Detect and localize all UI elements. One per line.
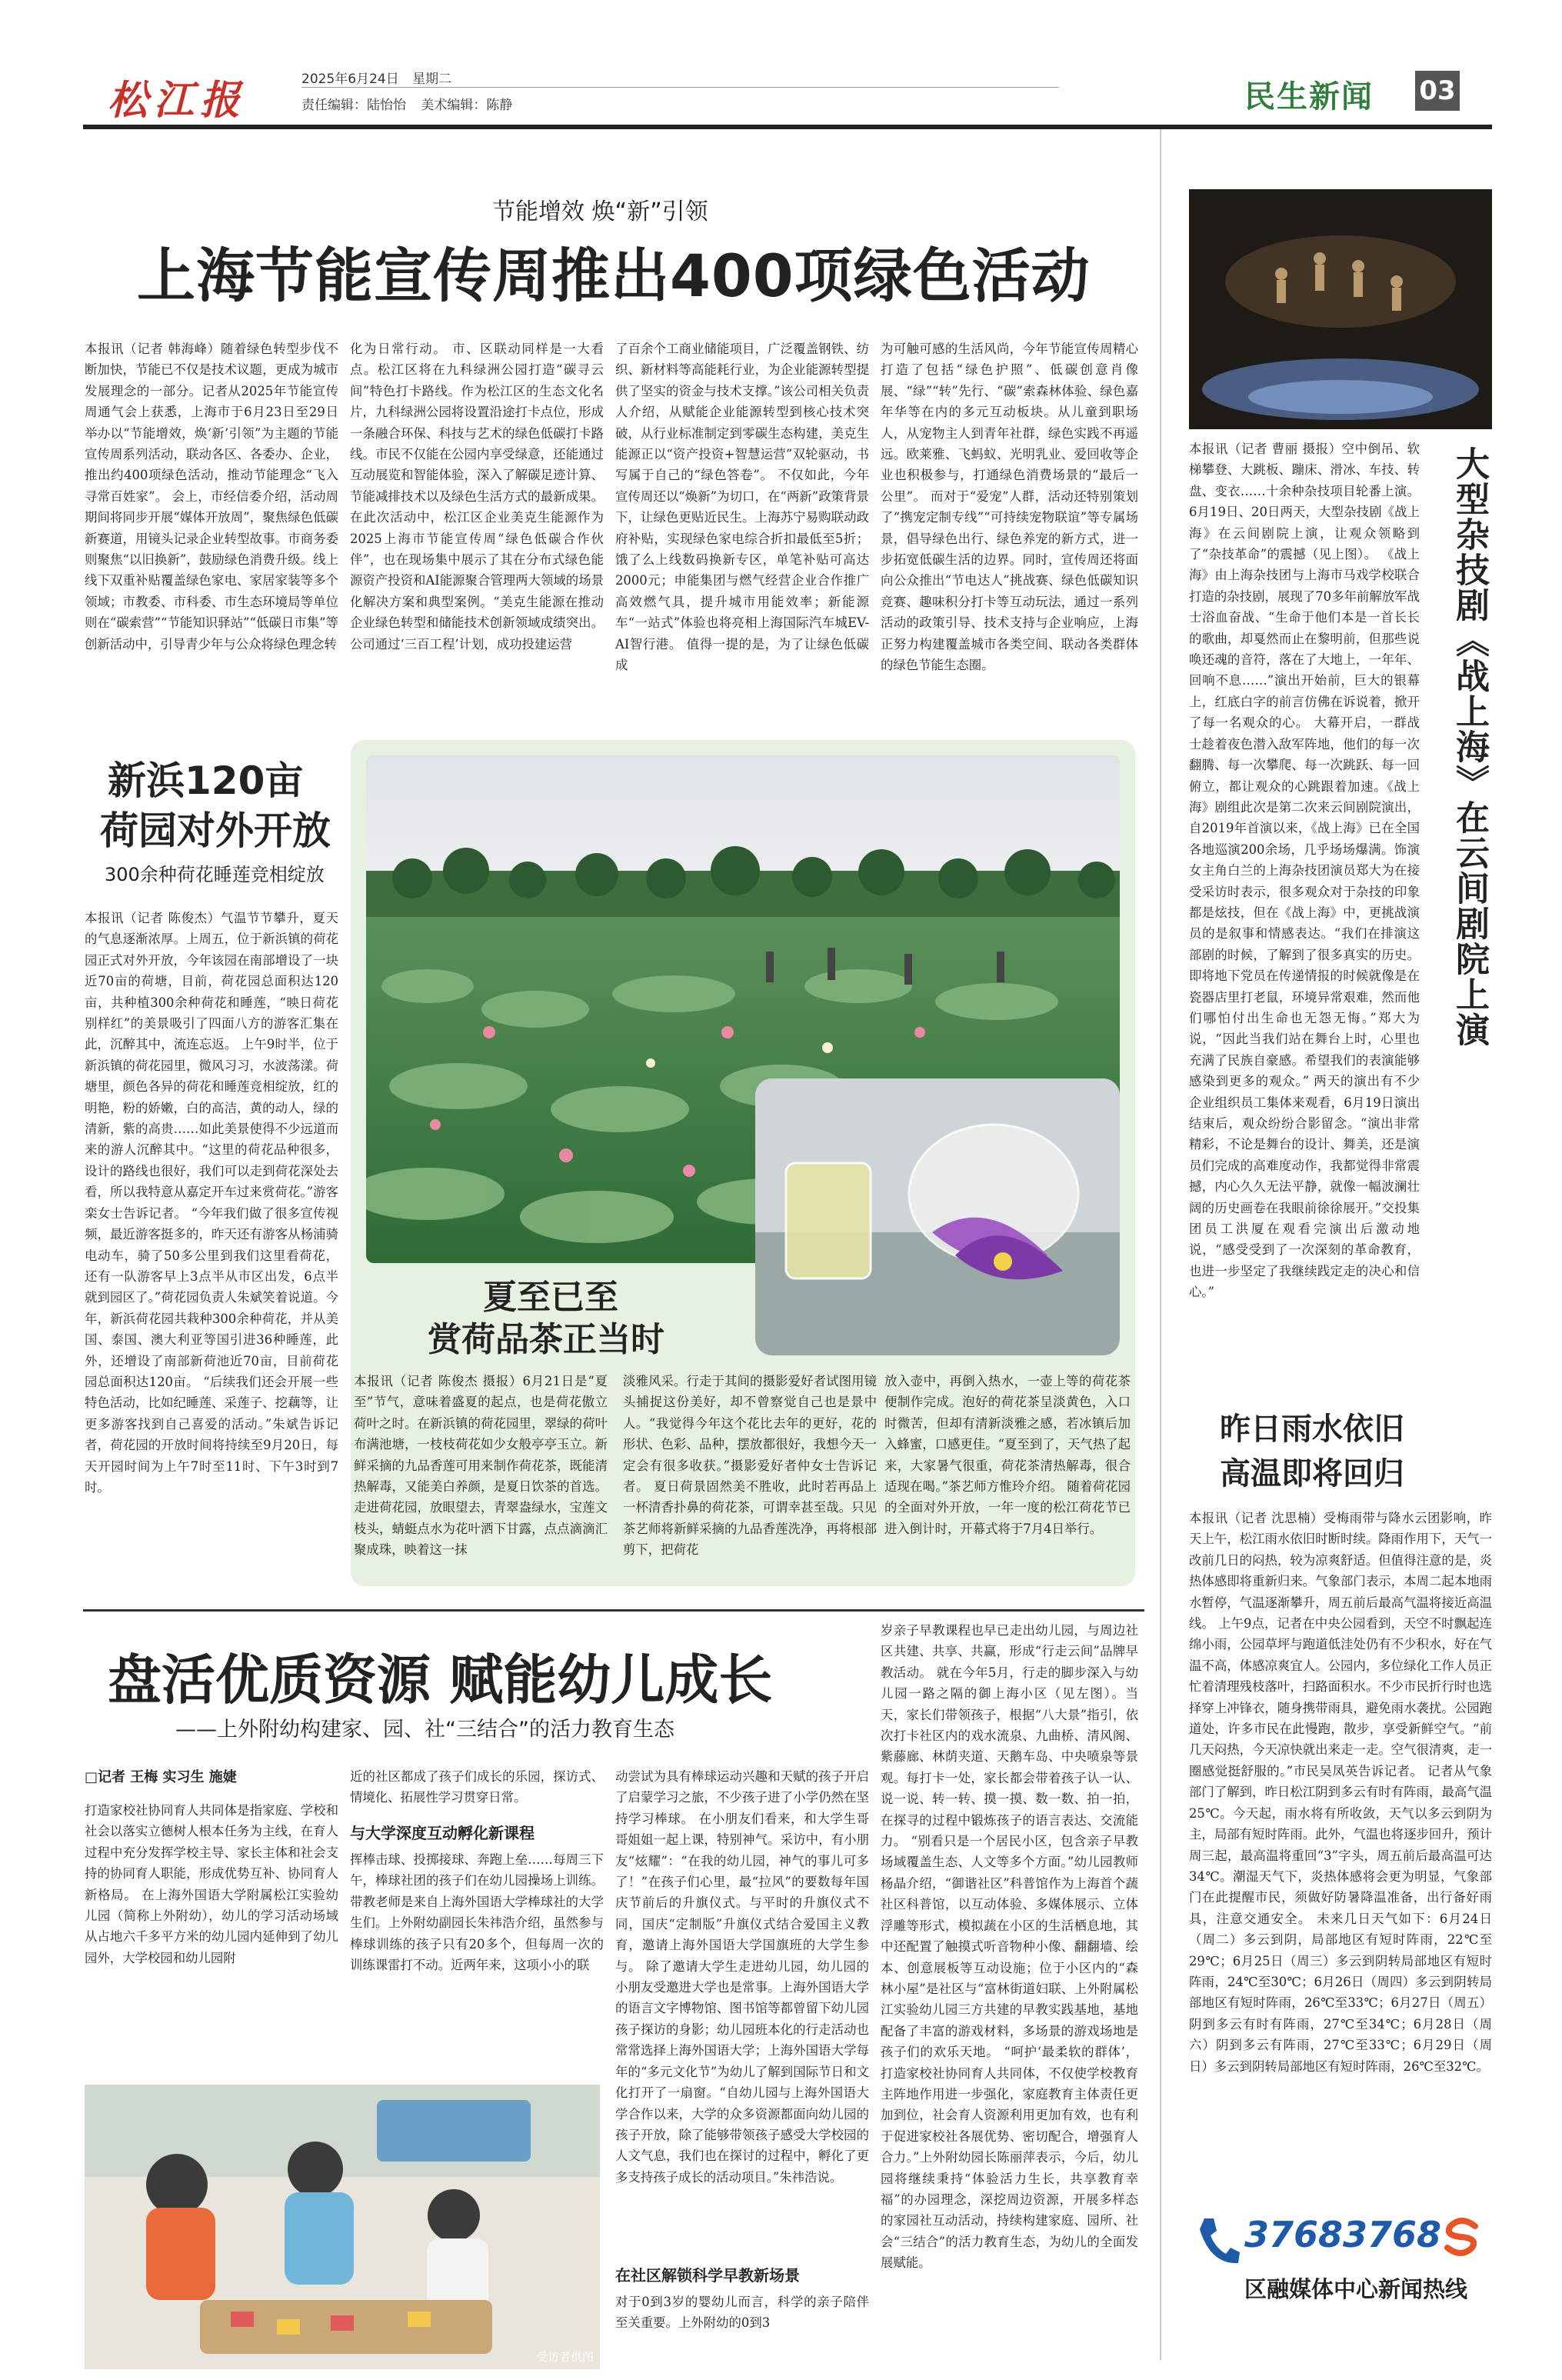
page-number: 03 (1415, 71, 1460, 111)
weather-title-line-1: 昨日雨水依旧 (1220, 1412, 1404, 1447)
section-divider (83, 1609, 1144, 1612)
art-editor-label: 美术编辑： (421, 98, 487, 113)
preschool-col-2 (350, 1766, 604, 2066)
masthead-divider (301, 87, 1059, 88)
lead-col-4: 为可触可感的生活风尚，今年节能宣传周精心打造了包括“绿色护照”、低碳创意肖像展、“绿”“转”先行、“碳”索森林体验、绿色嘉年华等在内的多元互动板块。从儿童到职场人，从宠物主人到青年社群，绿色实践不再遥远。欧莱雅、飞蚂蚁、光明乳业、爱回收等企业也积极参与，打通绿色消费场景的“最后一公里”。 而对于“爱宠”人群，活动还特别策划了“携宠定制专线”“可持续宠物联谊”等专属场景，倡导绿色出行、绿色养宠的新方式，进一步拓宽低碳生活的边界。同时，宣传周还将面向公众推出“节电达人”挑战赛、绿色低碳知识竞赛、趣味积分打卡等互动玩法，通过一系列活动的政策引导、技术支持与企业响应，上海正努力构建覆盖城市各类空间、联动各类群体的绿色节能生态圈。 (881, 342, 1138, 673)
preschool-col-3-text: 动尝试为具有棒球运动兴趣和天赋的孩子开启了启蒙学习之旅，不少孩子进了小学仍然在坚持学习棒球。 在小朋友们看来，和大学生哥哥姐姐一起上课，特别神气。采访中，有小朋友“炫耀”：“在我的幼儿园，神气的事儿可多了！”在孩子们心里，最“拉风”的要数每年国庆节前后的升旗仪式。与平时的升旗仪式不同，国庆“定制版”升旗仪式结合爱国主义教育，邀请上海外国语大学国旗班的大学生参与。 除了邀请大学生走进幼儿园，幼儿园的小朋友受邀进大学也是常事。上海外国语大学的语言文字博物馆、图书馆等都曾留下幼儿园孩子探访的身影；幼儿园班本化的行走活动也常常选择上海外国语大学；上海外国语大学每年的“多元文化节”为幼儿了解到国际节日和文化打开了一扇窗。“自幼儿园与上海外国语大学合作以来，大学的众多资源都面向幼儿园的孩子开放，除了能够带领孩子感受大学校园的人文气息，我们也在探讨的过程中，孵化了更多支持孩子成长的活动项目。”朱祎浩说。 (615, 1769, 869, 2185)
lead-kicker: 节能增效 焕“新”引领 (492, 198, 708, 225)
acrobat-text: 本报讯（记者 曹丽 摄报）空中倒吊、软梯攀登、大跳板、蹦床、滑冰、车技、转盘、变衣……十余种杂技项目轮番上演。6月19日、20日两天，大型杂技剧《战上海》在云间剧院上演，让观众领略到了“杂技革命”的震撼（见上图）。 《战上海》由上海杂技团与上海市马戏学校联合打造的杂技剧，展现了70多年前解放军战士浴血奋战、“生命于他们本是一首长长的歌曲，却戛然而止在黎明前，但那些说唤还魂的音符，落在了大地上，一年年、回响不息……”演出开始前，巨大的银幕上，红底白字的前言仿佛在诉说着，掀开了每一名观众的心。 大幕开启，一群战士趁着夜色潜入敌军阵地，他们的每一次翻腾、每一次攀爬、每一次跳跃、每一回俯立，都让观众的心跳跟着加速。《战上海》剧组此次是第二次来云间剧院演出，自2019年首演以来，《战上海》已在全国各地巡演200余场，几乎场场爆满。饰演女主角白兰的上海杂技团演员郑大为在接受采访时表示，很多观众对于杂技的印象都是炫技，但在《战上海》中，更挑战演员的是叙事和情感表达。“我们在排演这部剧的时候，了解到了很多真实的历史。即将地下党员在传递情报的时候就像是在瓷器店里打老鼠，环境异常艰难，然而他们哪怕付出生命也无怨无悔。”郑大为说，“因此当我们站在舞台上时，心里也充满了民族自豪感。希望我们的表演能够感染到更多的观众。” 两天的演出有不少企业组织员工集体来观看，6月19日演出结束后，观众纷纷合影留念。“演出非常精彩，不论是舞台的设计、舞美，还是演员们完成的高难度动作，我都觉得非常震撼，内心久久无法平静，就像一幅波澜壮阔的历史画卷在我眼前徐徐展开。”交投集团员工洪厦在观看完演出后激动地说，“感受受到了一次深刻的革命教育，也进一步坚定了我继续践定走的决心和信心。” (1189, 442, 1420, 1300)
lotus-title-line-2: 荷园对外开放 (100, 808, 331, 853)
preschool-col-2-text: 挥棒击球、投掷接球、奔跑上垒……每周三下午，棒球社团的孩子们在幼儿园操场上训练。带教老师是来自上海外国语大学棒球社的大学生们。上外附幼副园长朱祎浩介绍，虽然参与棒球训练的孩子只有20多个，但每周一次的训练课雷打不动。近两年来，这项小小的联 (350, 1852, 604, 1973)
summer-col-2: 淡雅风采。行走于其间的摄影爱好者试图用镜头捕捉这份美好，却不曾察觉自己也是景中人。“我觉得今年这个花比去年的更好，花的形状、色彩、品种，摆放都很好，我想今天一定会有很多收获。”摄影爱好者仲女士告诉记者。 夏日荷景固然美不胜收，此时若再品上一杯清香扑鼻的荷花茶，可谓幸甚至哉。只见茶艺师将新鲜采摘的九品香莲洗净，再将根部剪下，把荷花 (623, 1374, 877, 1558)
phone-icon (1195, 2214, 1241, 2268)
weather-title-line-2: 高温即将回归 (1220, 1456, 1404, 1492)
summer-col-3: 放入壶中，再倒入热水，一壶上等的荷花茶便制作完成。泡好的荷花茶呈淡黄色，入口时微苦，但却有清新淡雅之感，若冰镇后加入蜂蜜，口感更佳。“夏至到了，天气热了起来，大家暑气很重，荷花茶清热解毒，很合适现在喝。”茶艺师方惟玲介绍。 随着荷花园的全面对外开放，一年一度的松江荷花节已进入倒计时，开幕式将于7月4日举行。 (884, 1374, 1131, 1536)
editor-line (301, 94, 512, 113)
summer-title-line-1: 夏至已至 (483, 1278, 618, 1317)
masthead (0, 0, 1562, 131)
lead-col-2: 化为日常行动。 市、区联动同样是一大看点。松江区将在九科绿洲公园打造“碳寻云间”特色打卡路线。作为松江区的生态文化名片，九科绿洲公园将设置沿途打卡点位，形成一条融合环保、科技与艺术的绿色低碳打卡路线。市民不仅能在公园内享受绿意，还能通过互动展览和智能体验，深入了解碳足迹计算、节能减排技术以及绿色生活方式的最新成果。 在此次活动中，松江区企业美克生能源作为2025上海市节能宣传周“绿色低碳合作伙伴”，也在现场集中展示了其在分布式绿色能源资产投资和AI能源聚合管理两大领域的场景化解决方案和典型案例。“美克生能源在推动企业绿色转型和储能技术创新领域成绩突出。公司通过‘三百工程’计划，成功投建运营 (350, 342, 604, 652)
section-name: 民生新闻 (1244, 78, 1374, 115)
preschool-title: 盘活优质资源 赋能幼儿成长 (108, 1648, 773, 1712)
media-center-logo-icon (1440, 2215, 1483, 2258)
preschool-col-2-lead: 近的社区都成了孩子们成长的乐园，探访式、情境化、拓展性学习贯穿日常。 (350, 1769, 604, 1805)
preschool-subhead-2: 在社区解锁科学早教新场景 (615, 2266, 800, 2285)
lotus-text: 本报讯（记者 陈俊杰）气温节节攀升，夏天的气息逐渐浓厚。上周五，位于新浜镇的荷花园正式对外开放，今年该园在南部增设了一块近70亩的荷塘，目前，荷花园总面积达120亩，共种植300余种荷花和睡莲，“映日荷花别样红”的美景吸引了四面八方的游客汇集在此，沉醉其中，流连忘返。 上午9时半，位于新浜镇的荷花园里，微风习习，水波荡漾。荷塘里，颜色各异的荷花和睡莲竞相绽放，红的明艳，粉的娇嫩，白的高洁，黄的动人，绿的清新，紫的高贵……如此美景使得不少远道而来的游人沉醉其中。“这里的荷花品种很多，设计的路线也很好，我们可以走到荷花深处去看，所以我特意从嘉定开车过来赏荷花。”游客栾女士告诉记者。 “今年我们做了很多宣传视频，最近游客挺多的，昨天还有游客从杨浦骑电动车，骑了50多公里到我们这里看荷花，还有一队游客早上3点半从市区出发，6点半就到园区了。”荷花园负责人朱斌笑着说道。今年，新浜荷花园共栽种300余种荷花，并从美国、泰国、澳大利亚等国引进36种睡莲，此外，还增设了南部新荷池近70亩，目前荷花园总面积达120亩。 “后续我们还会开展一些特色活动，比如纪睡莲、采莲子、挖藕等，让更多游客找到自己喜爱的活动。”朱斌告诉记者，荷花园的开放时间将持续至9月20日，每天开园时间为上午7时至11时、下午3时到7时。 (85, 911, 338, 1495)
preschool-subhead-1: 与大学深度互动孵化新课程 (350, 1824, 535, 1842)
lotus-subtitle: 300余种荷花睡莲竞相绽放 (105, 864, 325, 885)
issue-date-line (301, 68, 451, 87)
lotus-tea-photo (755, 1078, 1120, 1355)
lead-col-1: 本报讯（记者 韩海峰）随着绿色转型步伐不断加快，节能已不仅是技术议题，更成为城市发展理念的一部分。记者从2025年节能宣传周通气会上获悉，上海市于6月23日至29日举办以“节能增效，焕‘新’引领”为主题的节能宣传周系列活动，联动各区、各委办、企业，推出约400项绿色活动，推动节能理念“飞入寻常百姓家”。 会上，市经信委介绍，活动周期间将同步开展“媒体开放周”，聚焦绿色低碳新赛道，用镜头记录企业转型故事。市商务委则聚焦“以旧换新”，鼓励绿色消费升级。线上线下双重补贴覆盖绿色家电、家居家装等多个领域；市教委、市科委、市生态环境局等单位则在“碳索营”“节能知识驿站”“低碳日市集”等创新活动中，引导青少年与公众将绿色理念转 (85, 342, 338, 652)
editor-label: 责任编辑： (301, 98, 367, 113)
preschool-byline: □记者 王梅 实习生 施婕 (85, 1769, 237, 1785)
summer-title-line-2: 赏荷品茶正当时 (428, 1320, 664, 1359)
preschool-subtitle: ——上外附幼构建家、园、社“三结合”的活力教育生态 (175, 1718, 674, 1742)
right-column-rule (1160, 129, 1161, 2360)
editor-name: 陆怡怡 (367, 98, 406, 113)
masthead-rule (83, 125, 1492, 129)
lead-col-3: 了百余个工商业储能项目，广泛覆盖钢铁、纺织、新材料等高能耗行业，为企业能源转型提供了坚实的资金与技术支撑。”该公司相关负责人介绍，从赋能企业能源转型到核心技术突破，从行业标准制定到零碳生态构建，美克生能源正以“资产投资+智慧运营”双轮驱动，书写属于自己的“绿色答卷”。 不仅如此，今年宣传周还以“焕新”为切口，在“两新”政策背景下，让绿色更贴近民生。上海苏宁易购联动政府补贴，实现绿色家电综合折扣最低至5折；饿了么上线数码换新专区，单笔补贴可高达2000元；申能集团与燃气经营企业合作推广高效燃气具，提升城市用能效率；新能源车“一站式”体验也将亮相上海国际汽车城EV-AI智行港。 值得一提的是，为了让绿色低碳成 (615, 342, 869, 673)
preschool-col-1: 打造家校社协同育人共同体是指家庭、学校和社会以落实立德树人根本任务为主线，在育人过程中充分发挥学校主导、家长主体和社会支持的协同育人职能，形成优势互补、协同育人新格局。 在上海外国语大学附属松江实验幼儿园（简称上外附幼），幼儿的学习活动场域从占地六千多平方米的幼儿园内延伸到了幼儿园外，大学校园和幼儿园附 (85, 1803, 338, 1965)
masthead-logo: 松江报 (108, 77, 247, 124)
hotline-label: 区融媒体中心新闻热线 (1244, 2276, 1468, 2302)
preschool-col-4: 岁亲子早教课程也早已走出幼儿园，与周边社区共建、共享、共赢，形成“行走云间”品牌早教活动。 就在今年5月，行走的脚步深入与幼儿园一路之隔的御上海小区（见左图）。当天，家长们带领孩子，根据“八大景”指引，依次打卡社区内的戏水流泉、九曲桥、清风阁、紫藤廊、林荫夹道、天鹅车岛、中央喷泉等景观。每打卡一处，家长都会带着孩子认一认、说一说、转一转、摸一摸、数一数、拍一拍，在探寻的过程中锻炼孩子的语言表达、交流能力。 “别看只是一个居民小区，包含亲子早教场域覆盖生态、人文等多个方面。”幼儿园教师杨晶介绍，“御谐社区”科普馆作为上海首个蔬社区科普馆，以互动体验、多媒体展示、立体浮雕等形式，模拟蔬在小区的生活栖息地，其中还配置了触摸式听音物种小像、翻翻墙、绘本、创意展板等互动设施；位于小区内的“森林小屋”是社区与“富林街道妇联、上外附属松江实验幼儿园三方共建的早教实践基地，基地配备了丰富的游戏材料，多场景的游戏场地是孩子们的欢乐天地。 “呵护‘最柔软的群体’，打造家校社协同育人共同体，不仅使学校教育主阵地作用进一步强化，家庭教育主体责任更加到位，社会育人资源利用更加有效，也有利于促进家校社各展优势、密切配合，增强育人合力。”上外附幼园长陈丽萍表示，今后，幼儿园将继续秉持“体验活力生长，共享教育幸福”的办园理念，深挖周边资源，开展多样态的家园社互动活动，持续构建家庭、园所、社会“三结合”的活力教育生态，为幼儿的全面发展赋能。 (881, 1623, 1138, 2271)
summer-col-1: 本报讯（记者 陈俊杰 摄报）6月21日是“夏至”节气，意味着盛夏的起点，也是荷花傲立荷叶之时。在新浜镇的荷花园里，翠绿的荷叶布满池塘，一枝枝荷花如少女般亭亭玉立。新鲜采摘的九品香莲可用来制作荷花茶，既能清热解毒，又能美白养颜，是夏日饮茶的首选。 走进荷花园，放眼望去，青翠盎绿水，宝莲文枝头，蜻蜓点水为花叶洒下甘露，点点滴滴汇聚成珠，映着这一抹 (354, 1374, 608, 1558)
weather-text: 本报讯（记者 沈思楠）受梅雨带与降水云团影响，昨天上午，松江雨水依旧时断时续。降雨作用下，天气一改前几日的闷热，较为凉爽舒适。但值得注意的是，炎热体感即将重新归来。气象部门表示，本周二起本地雨水暂停，气温逐渐攀升，周五前后最高气温将接近高温线。 上午9点，记者在中央公园看到，天空不时飘起连绵小雨，公园草坪与跑道低洼处仍有不少积水，好在气温不高，体感凉爽宜人。公园内，多位绿化工作人员正忙着清理残枝落叶，扫路面积水。不少市民折行时也选择穿上冲锋衣，随身携带雨具，避免雨水袭扰。公园跑道处，许多市民在此慢跑，散步，享受新鲜空气。“前几天闷热，今天凉快就出来走一走。空气很清爽，走一圈感觉挺舒服的。”市民吴凤英告诉记者。 记者从气象部门了解到，昨日松江阴到多云有时有阵雨，最高气温25℃。今天起，雨水将有所收敛，天气以多云到阴为主，局部有短时阵雨。此外，气温也将逐步回升，预计周三起，最高温将重回“3”字头，周五前后最高温可达34℃。潮湿天气下，炎热体感将会更为明显，气象部门在此提醒市民，须做好防暑降温准备，出行备好雨具，注意交通安全。 未来几日天气如下：6月24日（周二）多云到阴，局部地区有短时阵雨，22℃至29℃；6月25日（周三）多云到阴转局部地区有短时阵雨，24℃至30℃；6月26日（周四）多云到阴转局部地区有短时阵雨，26℃至33℃；6月27日（周五）阴到多云有时有阵雨，27℃至34℃；6月28日（周六）阴到多云有阵雨，27℃至33℃；6月29日（周日）多云到阴转局部地区有短时阵雨，26℃至32℃。 (1189, 1511, 1492, 2074)
preschool-photo-credit: 受访者供图 (535, 2350, 594, 2364)
issue-date: 2025年6月24日 (301, 72, 399, 87)
acrobat-title: 大型杂技剧《战上海》在云间剧院上演 (1450, 446, 1489, 1048)
preschool-col-3-tail: 对于0到3岁的婴幼儿而言，科学的亲子陪伴至关重要。上外附幼的0到3 (615, 2295, 869, 2331)
lead-title: 上海节能宣传周推出400项绿色活动 (137, 242, 1091, 310)
hotline-number: 37683768 (1244, 2214, 1442, 2255)
preschool-col-3 (615, 1766, 869, 2362)
issue-weekday: 星期二 (412, 72, 452, 87)
art-editor-name: 陈静 (486, 98, 513, 113)
lotus-title-line-1: 新浜120亩 (108, 758, 304, 803)
acrobat-photo (1189, 189, 1492, 429)
preschool-photo (85, 2085, 600, 2369)
hotline-box (1189, 2205, 1492, 2366)
